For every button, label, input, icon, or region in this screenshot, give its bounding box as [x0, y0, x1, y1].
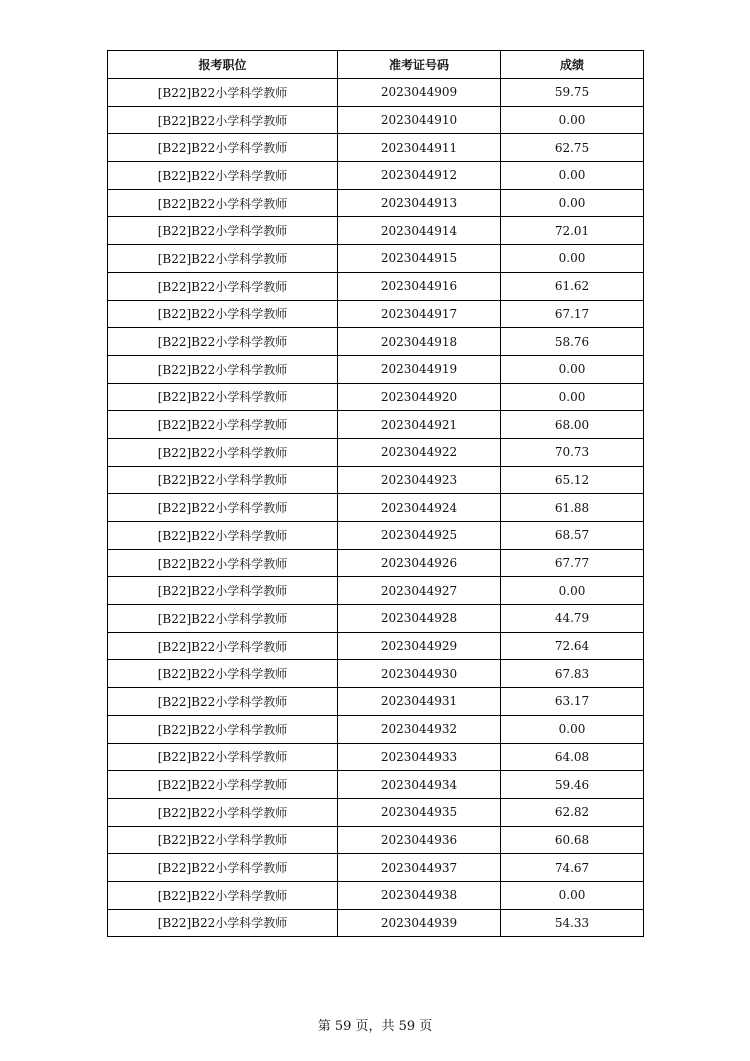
cell-ticket-number: 2023044936 [338, 826, 501, 854]
table-row [108, 549, 644, 577]
cell-ticket-number: 2023044917 [338, 300, 501, 328]
cell-score: 59.75 [501, 79, 644, 107]
cell-position: [B22]B22小学科学教师 [108, 245, 338, 273]
cell-ticket-number: 2023044935 [338, 798, 501, 826]
table-row [108, 217, 644, 245]
cell-ticket-number: 2023044929 [338, 632, 501, 660]
cell-position: [B22]B22小学科学教师 [108, 632, 338, 660]
cell-ticket-number: 2023044911 [338, 134, 501, 162]
cell-position: [B22]B22小学科学教师 [108, 162, 338, 190]
cell-score: 0.00 [501, 355, 644, 383]
cell-score: 68.00 [501, 411, 644, 439]
cell-ticket-number: 2023044915 [338, 245, 501, 273]
table-row [108, 715, 644, 743]
table-row [108, 106, 644, 134]
cell-score: 65.12 [501, 466, 644, 494]
table-row [108, 494, 644, 522]
cell-position: [B22]B22小学科学教师 [108, 577, 338, 605]
cell-ticket-number: 2023044922 [338, 438, 501, 466]
cell-position: [B22]B22小学科学教师 [108, 522, 338, 550]
cell-ticket-number: 2023044926 [338, 549, 501, 577]
table-header-row [108, 51, 644, 79]
cell-ticket-number: 2023044937 [338, 854, 501, 882]
table-row [108, 355, 644, 383]
cell-ticket-number: 2023044932 [338, 715, 501, 743]
cell-ticket-number: 2023044920 [338, 383, 501, 411]
cell-position: [B22]B22小学科学教师 [108, 466, 338, 494]
table-row [108, 522, 644, 550]
cell-position: [B22]B22小学科学教师 [108, 688, 338, 716]
cell-position: [B22]B22小学科学教师 [108, 411, 338, 439]
cell-score: 62.82 [501, 798, 644, 826]
cell-score: 64.08 [501, 743, 644, 771]
cell-ticket-number: 2023044918 [338, 328, 501, 356]
cell-position: [B22]B22小学科学教师 [108, 881, 338, 909]
table-row [108, 826, 644, 854]
cell-ticket-number: 2023044913 [338, 189, 501, 217]
cell-position: [B22]B22小学科学教师 [108, 79, 338, 107]
cell-position: [B22]B22小学科学教师 [108, 605, 338, 633]
cell-position: [B22]B22小学科学教师 [108, 217, 338, 245]
cell-ticket-number: 2023044916 [338, 272, 501, 300]
cell-ticket-number: 2023044921 [338, 411, 501, 439]
cell-score: 63.17 [501, 688, 644, 716]
cell-score: 58.76 [501, 328, 644, 356]
table-row [108, 162, 644, 190]
cell-score: 70.73 [501, 438, 644, 466]
cell-score: 62.75 [501, 134, 644, 162]
cell-ticket-number: 2023044933 [338, 743, 501, 771]
table-row [108, 688, 644, 716]
cell-position: [B22]B22小学科学教师 [108, 328, 338, 356]
cell-ticket-number: 2023044924 [338, 494, 501, 522]
cell-ticket-number: 2023044919 [338, 355, 501, 383]
cell-ticket-number: 2023044938 [338, 881, 501, 909]
cell-score: 59.46 [501, 771, 644, 799]
cell-score: 0.00 [501, 881, 644, 909]
table-row [108, 134, 644, 162]
cell-score: 0.00 [501, 106, 644, 134]
table-row [108, 272, 644, 300]
cell-position: [B22]B22小学科学教师 [108, 909, 338, 937]
table-row [108, 245, 644, 273]
cell-position: [B22]B22小学科学教师 [108, 715, 338, 743]
table-row [108, 605, 644, 633]
cell-score: 67.83 [501, 660, 644, 688]
cell-score: 0.00 [501, 383, 644, 411]
cell-score: 72.01 [501, 217, 644, 245]
cell-ticket-number: 2023044930 [338, 660, 501, 688]
cell-score: 67.17 [501, 300, 644, 328]
cell-score: 67.77 [501, 549, 644, 577]
header-ticket-number: 准考证号码 [338, 51, 501, 79]
table-row [108, 466, 644, 494]
cell-score: 0.00 [501, 577, 644, 605]
table-row [108, 79, 644, 107]
header-position: 报考职位 [108, 51, 338, 79]
cell-position: [B22]B22小学科学教师 [108, 272, 338, 300]
cell-ticket-number: 2023044934 [338, 771, 501, 799]
table-row [108, 743, 644, 771]
table-body [108, 79, 644, 937]
table-row [108, 798, 644, 826]
score-table [107, 50, 644, 937]
table-row [108, 328, 644, 356]
cell-score: 0.00 [501, 245, 644, 273]
cell-ticket-number: 2023044925 [338, 522, 501, 550]
cell-score: 0.00 [501, 715, 644, 743]
cell-score: 61.62 [501, 272, 644, 300]
cell-position: [B22]B22小学科学教师 [108, 134, 338, 162]
cell-position: [B22]B22小学科学教师 [108, 189, 338, 217]
table-row [108, 438, 644, 466]
table-row [108, 660, 644, 688]
cell-ticket-number: 2023044927 [338, 577, 501, 605]
cell-score: 74.67 [501, 854, 644, 882]
header-score: 成绩 [501, 51, 644, 79]
cell-score: 0.00 [501, 189, 644, 217]
table-row [108, 577, 644, 605]
table-row [108, 300, 644, 328]
cell-score: 54.33 [501, 909, 644, 937]
cell-position: [B22]B22小学科学教师 [108, 355, 338, 383]
cell-score: 72.64 [501, 632, 644, 660]
cell-position: [B22]B22小学科学教师 [108, 771, 338, 799]
cell-position: [B22]B22小学科学教师 [108, 854, 338, 882]
cell-ticket-number: 2023044931 [338, 688, 501, 716]
cell-position: [B22]B22小学科学教师 [108, 826, 338, 854]
cell-position: [B22]B22小学科学教师 [108, 438, 338, 466]
table-row [108, 909, 644, 937]
table-row [108, 411, 644, 439]
cell-position: [B22]B22小学科学教师 [108, 743, 338, 771]
cell-score: 61.88 [501, 494, 644, 522]
cell-score: 44.79 [501, 605, 644, 633]
cell-position: [B22]B22小学科学教师 [108, 383, 338, 411]
cell-position: [B22]B22小学科学教师 [108, 494, 338, 522]
cell-position: [B22]B22小学科学教师 [108, 660, 338, 688]
table-row [108, 189, 644, 217]
cell-ticket-number: 2023044923 [338, 466, 501, 494]
cell-ticket-number: 2023044910 [338, 106, 501, 134]
table-row [108, 854, 644, 882]
page-number-footer: 第 59 页，共 59 页 [317, 1019, 433, 1034]
cell-ticket-number: 2023044928 [338, 605, 501, 633]
table-row [108, 771, 644, 799]
cell-position: [B22]B22小学科学教师 [108, 549, 338, 577]
table-row [108, 632, 644, 660]
cell-ticket-number: 2023044909 [338, 79, 501, 107]
cell-position: [B22]B22小学科学教师 [108, 798, 338, 826]
cell-ticket-number: 2023044912 [338, 162, 501, 190]
table-row [108, 383, 644, 411]
cell-position: [B22]B22小学科学教师 [108, 300, 338, 328]
cell-score: 0.00 [501, 162, 644, 190]
table-row [108, 881, 644, 909]
cell-ticket-number: 2023044939 [338, 909, 501, 937]
cell-position: [B22]B22小学科学教师 [108, 106, 338, 134]
cell-score: 60.68 [501, 826, 644, 854]
cell-score: 68.57 [501, 522, 644, 550]
cell-ticket-number: 2023044914 [338, 217, 501, 245]
